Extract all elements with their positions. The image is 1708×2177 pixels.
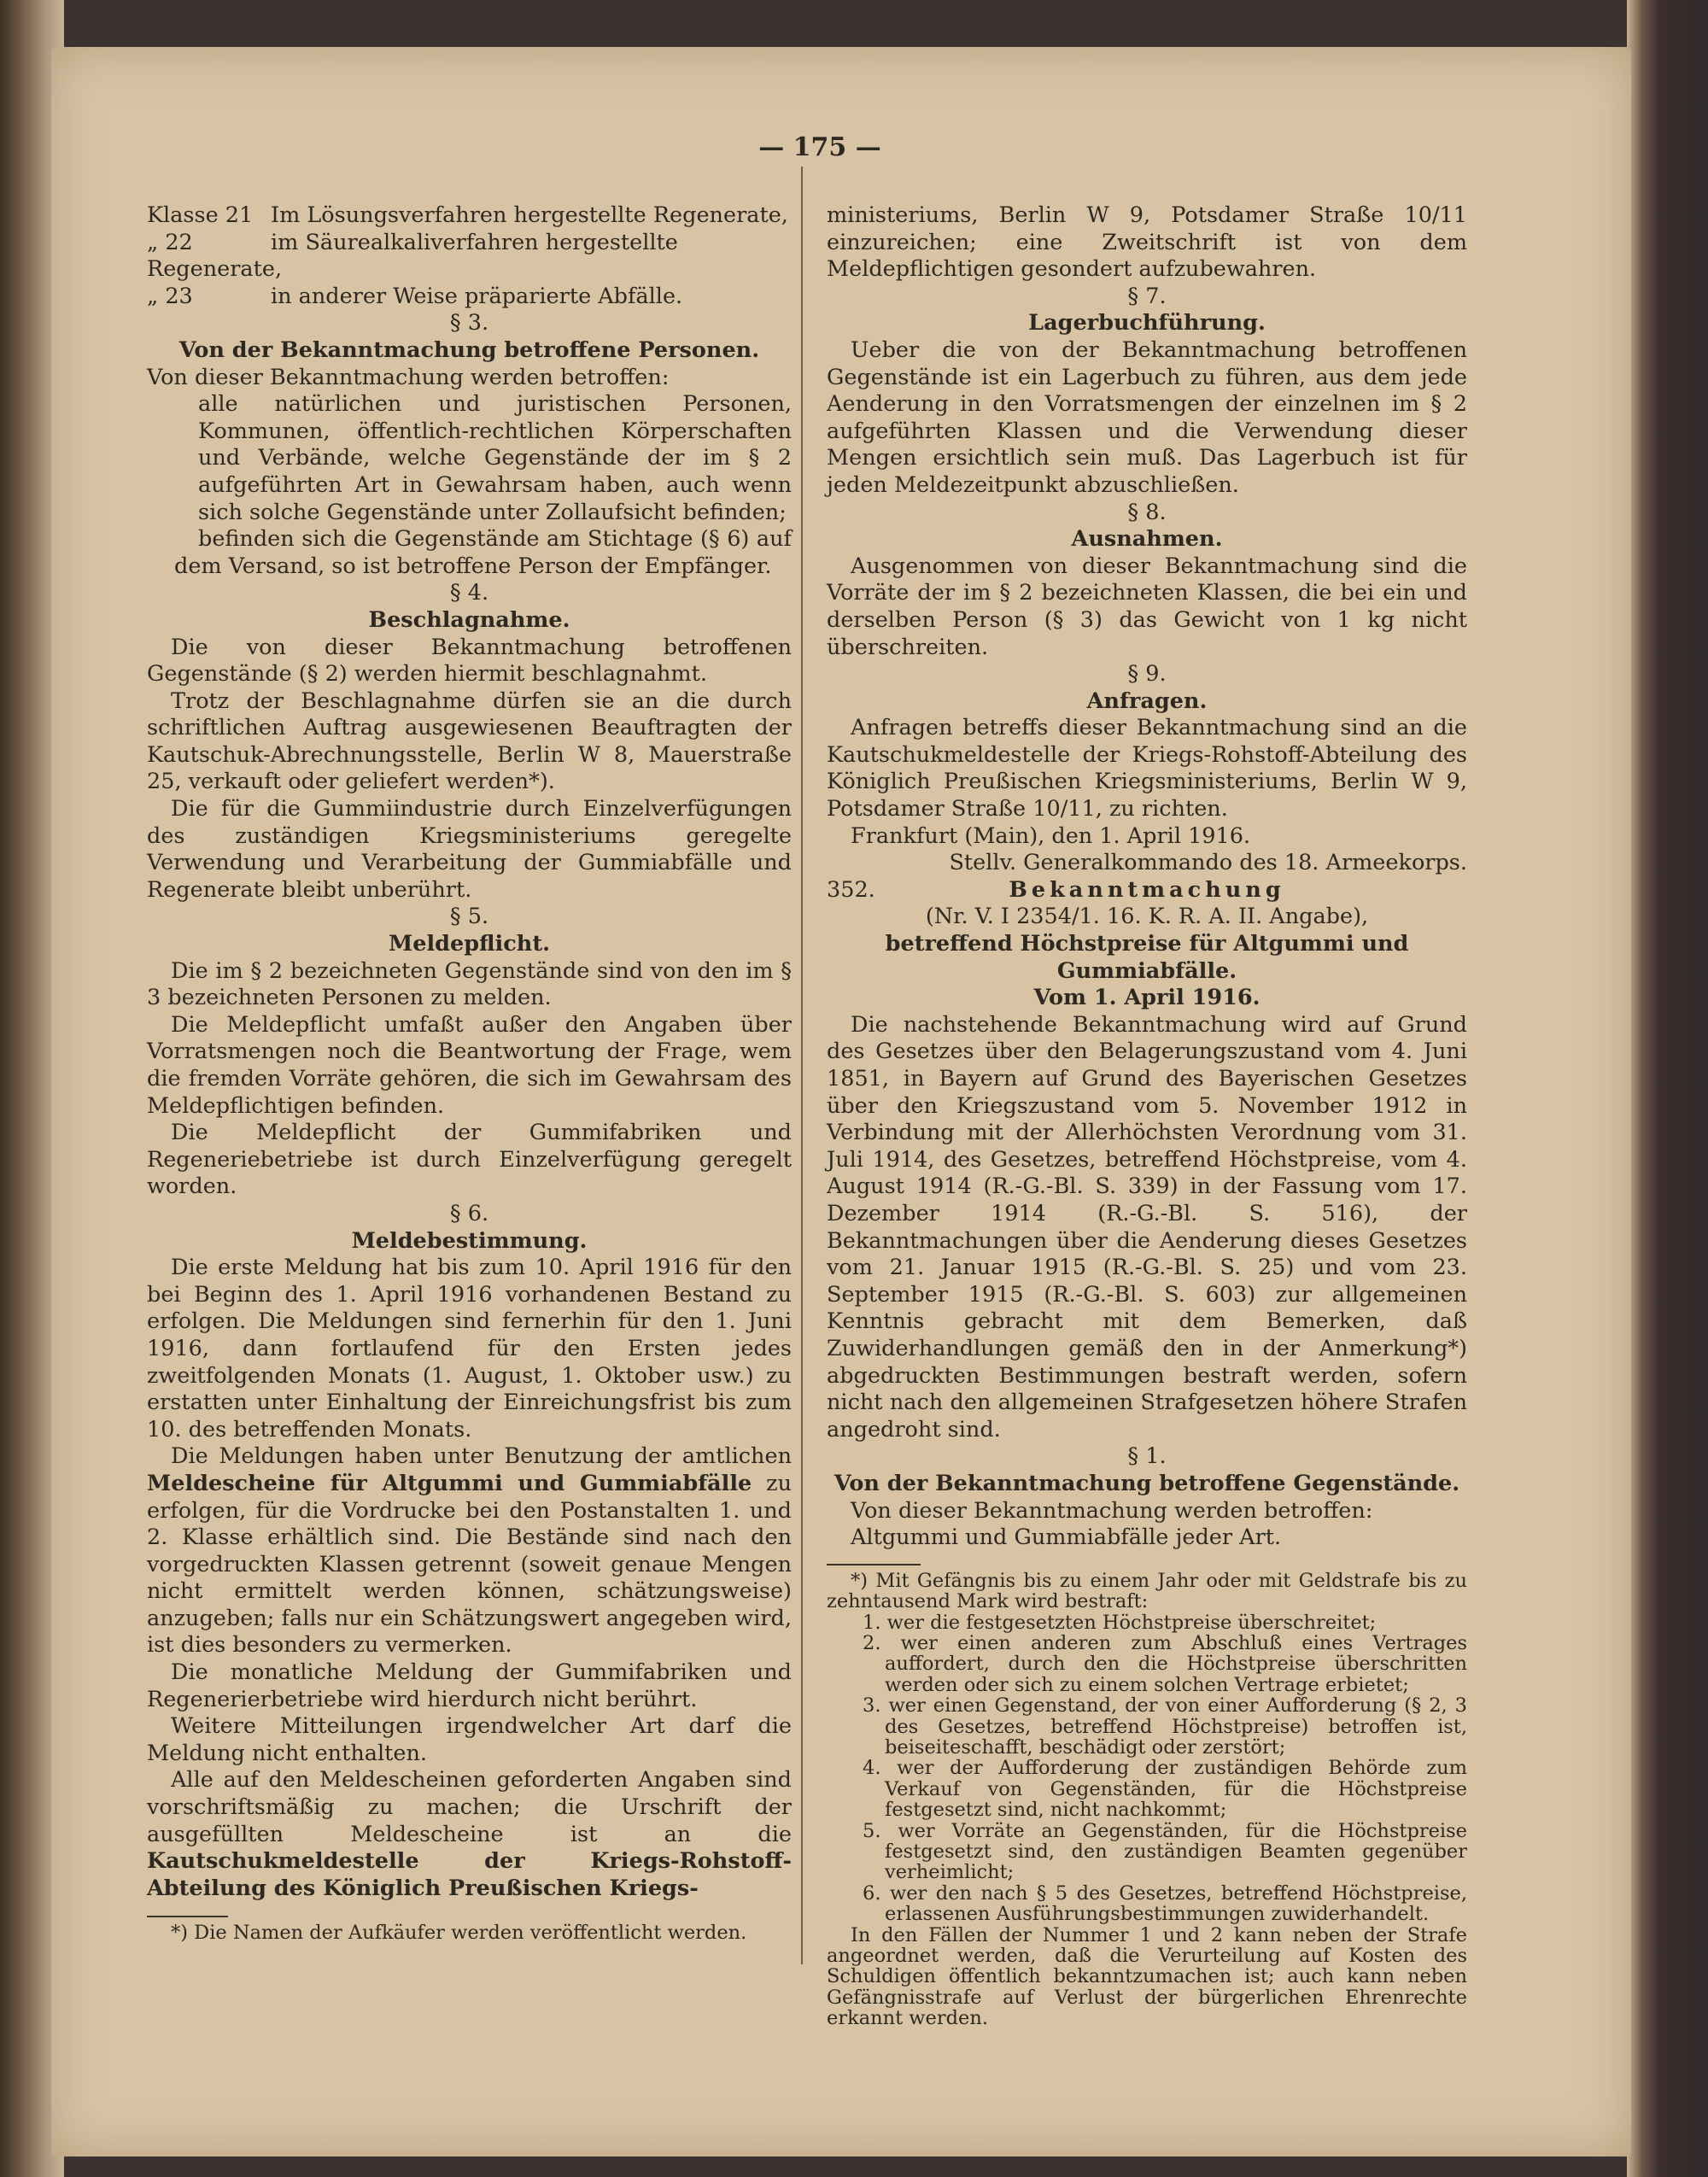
footnote-item: 4. wer der Aufforderung der zuständigen Behörde zum Verkauf von Gegenständen, für die Höchstpreise festgesetzt sind, nicht nachkommt;: [863, 1757, 1467, 1822]
text-run: zu erfolgen, für die Vordrucke bei den Postanstalten 1. und 2. Klasse erhältlich sind. Die Bestände sind nach den vorgedruckten Klassen getrennt (soweit genaue Mengen nicht ermittelt werden können, schätzungsweise) anzugeben; falls nur ein Schätzungswert angegeben wird, ist dies besonders zu vermerken.: [147, 1470, 792, 1659]
announcement-title: Bekanntmachung: [1009, 876, 1285, 903]
footnote: *) Die Namen der Aufkäufer werden veröffentlicht werden.: [171, 1922, 747, 1945]
footnote-rule: [827, 1564, 921, 1565]
footnote-item: 3. wer einen Gegenstand, der von einer Aufforderung (§ 2, 3 des Gesetzes, betreffend Höchstpreise) betroffen ist, beiseiteschafft, beschädigt oder zerstört;: [863, 1694, 1467, 1759]
paragraph: alle natürlichen und juristischen Personen, Kommunen, öffentlich-rechtlichen Körperschaften und Verbände, welche Gegenstände der im § 2 aufgeführten Art in Gewahrsam haben, auch wenn sich solche Gegenstände unter Zollaufsicht befinden;: [198, 391, 792, 525]
class-label: „ 22: [147, 229, 193, 255]
left-column: [147, 202, 792, 1944]
class-label: „ 23: [147, 283, 193, 309]
text-run: Alle auf den Meldescheinen geforderten Angaben sind vorschriftsmäßig zu machen; die Urschrift der ausgefüllten Meldescheine ist an die: [147, 1767, 792, 1847]
announcement-header: [827, 877, 1467, 904]
class-text: Im Lösungsverfahren hergestellte Regenerate,: [271, 202, 788, 228]
class-label: Klasse 21: [147, 202, 254, 228]
footnote-item: 6. wer den nach § 5 des Gesetzes, betreffend Höchstpreise, erlassenen Ausführungsbestimmungen zuwiderhandelt.: [863, 1881, 1467, 1926]
paragraph: Trotz der Beschlagnahme dürfen sie an die durch schriftlichen Auftrag ausgewiesenen Beauftragten der Kautschuk-Abrechnungsstelle, Berlin W 8, Mauerstraße 25, verkauft oder geliefert werden*).: [147, 688, 792, 795]
section-title: Meldebestimmung.: [351, 1227, 588, 1254]
footnote-item: 5. wer Vorräte an Gegenständen, für die Höchstpreise festgesetzt sind, den zuständigen Beamten gegenüber verheimlicht;: [863, 1819, 1467, 1884]
paragraph: Die monatliche Meldung der Gummifabriken und Regenerierbetriebe wird hierdurch nicht berührt.: [147, 1659, 792, 1712]
section-title: Meldepflicht.: [389, 931, 550, 957]
paragraph: Die im § 2 bezeichneten Gegenstände sind von den im § 3 bezeichneten Personen zu melden.: [147, 957, 792, 1011]
section-number: § 1.: [1127, 1443, 1167, 1470]
section-number: § 7.: [1127, 283, 1167, 309]
page-number: — 175 —: [758, 132, 881, 162]
place-date: Frankfurt (Main), den 1. April 1916.: [851, 822, 1251, 849]
class-row: [147, 230, 792, 284]
class-list: [147, 202, 792, 310]
paragraph: [147, 1767, 792, 1902]
paragraph: ministeriums, Berlin W 9, Potsdamer Straße 10/11 einzureichen; eine Zweitschrift ist von dem Meldepflichtigen gesondert aufzubewahren.: [827, 202, 1467, 283]
announcement-reference: (Nr. V. I 2354/1. 16. K. R. A. II. Angabe),: [925, 904, 1369, 930]
section-number: § 5.: [449, 904, 489, 930]
paragraph: Ausgenommen von dieser Bekanntmachung sind die Vorräte der im § 2 bezeichneten Klassen, die bei ein und derselben Person (§ 3) das Gewicht von 1 kg nicht überschreiten.: [827, 553, 1467, 660]
section-title: Beschlagnahme.: [368, 606, 570, 633]
section-title: Ausnahmen.: [1071, 526, 1223, 553]
paragraph: Weitere Mitteilungen irgendwelcher Art darf die Meldung nicht enthalten.: [147, 1713, 792, 1766]
class-text: in anderer Weise präparierte Abfälle.: [271, 283, 683, 309]
right-column: [827, 202, 1467, 2029]
section-number: § 4.: [449, 580, 489, 606]
paragraph: Von dieser Bekanntmachung werden betroffen:: [147, 364, 670, 390]
class-text: im Säurealkaliverfahren hergestellte Regenerate,: [147, 229, 678, 283]
announcement-number: 352.: [827, 876, 875, 903]
paragraph: Die nachstehende Bekanntmachung wird auf Grund des Gesetzes über den Belagerungszustand vom 4. Juni 1851, in Bayern auf Grund des Bayerischen Gesetzes über den Kriegszustand vom 5. November 1912 in Verbindung mit der Allerhöchsten Verordnung vom 31. Juli 1914, des Gesetzes, betreffend Höchstpreise, vom 4. August 1914 (R.-G.-Bl. S. 339) in der Fassung vom 17. Dezember 1914 (R.-G.-Bl. S. 516), der Bekanntmachungen über die Aenderung dieses Gesetzes vom 21. Januar 1915 (R.-G.-Bl. S. 25) und vom 23. September 1915 (R.-G.-Bl. S. 603) zur allgemeinen Kenntnis gebracht mit dem Bemerken, daß Zuwiderhandlungen gemäß den in der Anmerkung*) abgedruckten Bestimmungen bestraft werden, sofern nicht nach den allgemeinen Strafgesetzen höhere Strafen angedroht sind.: [827, 1011, 1467, 1443]
announcement-date: Vom 1. April 1916.: [1033, 985, 1261, 1011]
paragraph: Ueber die von der Bekanntmachung betroffenen Gegenstände ist ein Lagerbuch zu führen, aus dem jede Aenderung in den Vorratsmengen der einzelnen im § 2 aufgeführten Klassen und die Verwendung dieser Mengen ersichtlich sein muß. Das Lagerbuch ist für jeden Meldezeitpunkt abzuschließen.: [827, 336, 1467, 498]
footnote-rule: [147, 1916, 228, 1917]
section-title: Lagerbuchführung.: [1028, 310, 1266, 336]
paragraph: Die von dieser Bekanntmachung betroffenen Gegenstände (§ 2) werden hiermit beschlagnahmt.: [147, 634, 792, 688]
paragraph: Die für die Gummiindustrie durch Einzelverfügungen des zuständigen Kriegsministeriums geregelte Verwendung und Verarbeitung der Gummiabfälle und Regenerate bleibt unberührt.: [147, 796, 792, 903]
paragraph: Altgummi und Gummiabfälle jeder Art.: [851, 1524, 1282, 1551]
paragraph: Die erste Meldung hat bis zum 10. April 1916 für den bei Beginn des 1. April 1916 vorhandenen Bestand zu erfolgen. Die Meldungen sind fernerhin für den 1. Juni 1916, dann fortlaufend für den Ersten jedes zweitfolgenden Monats (1. August, 1. Oktober usw.) zu erstatten unter Einhaltung der Einreichungsfrist bis zum 10. des betreffenden Monats.: [147, 1255, 792, 1443]
paragraph: [147, 1443, 792, 1659]
book-cover-edge: [1627, 0, 1708, 2177]
section-number: § 8.: [1127, 499, 1167, 525]
section-number: § 3.: [449, 310, 489, 336]
column-divider: [801, 167, 803, 1964]
class-row: [147, 202, 792, 230]
section-title: Von der Bekanntmachung betroffene Gegenstände.: [834, 1470, 1460, 1496]
footnote-item: 1. wer die festgesetzten Höchstpreise überschreitet;: [863, 1611, 1377, 1634]
section-title: Von der Bekanntmachung betroffene Personen.: [178, 336, 760, 363]
paragraph: Die Meldepflicht umfaßt außer den Angaben über Vorratsmengen noch die Beantwortung der Frage, wem die fremden Vorräte gehören, die sich im Gewahrsam des Meldepflichtigen befinden.: [147, 1011, 792, 1119]
section-title: Anfragen.: [1086, 688, 1208, 714]
paragraph: Die Meldepflicht der Gummifabriken und Regeneriebetriebe ist durch Einzelverfügung geregelt worden.: [147, 1120, 792, 1200]
footnote-block: [827, 1571, 1467, 2029]
paragraph: Anfragen betreffs dieser Bekanntmachung sind an die Kautschukmeldestelle der Kriegs-Rohstoff-Abteilung des Königlich Preußischen Kriegsministeriums, Berlin W 9, Potsdamer Straße 10/11, zu richten.: [827, 715, 1467, 822]
class-row: [147, 284, 792, 311]
text-run: Die Meldungen haben unter Benutzung der amtlichen: [171, 1443, 792, 1470]
emphasis-text: Meldescheine für Altgummi und Gummiabfälle: [147, 1470, 752, 1496]
footnote-outro: In den Fällen der Nummer 1 und 2 kann neben der Strafe angeordnet werden, daß die Verurteilung auf Kosten des Schuldigen öffentlich bekanntzumachen ist; auch kann neben Gefängnisstrafe auf Verlust der bürgerlichen Ehrenrechte erkannt werden.: [827, 1923, 1467, 2030]
footnote-item: 2. wer einen anderen zum Abschluß eines Vertrages auffordert, durch den die Höchstpreise überschritten werden oder sich zu einem solchen Vertrage erbietet;: [863, 1631, 1467, 1696]
paragraph: befinden sich die Gegenstände am Stichtage (§ 6) auf dem Versand, so ist betroffene Person der Empfänger.: [174, 526, 792, 579]
emphasis-text: Kautschukmeldestelle der Kriegs-Rohstoff-Abteilung des Königlich Preußischen Kriegs-: [147, 1848, 792, 1901]
paragraph: Von dieser Bekanntmachung werden betroffen:: [851, 1497, 1373, 1524]
announcement-subject: betreffend Höchstpreise für Altgummi und Gummiabfälle.: [885, 931, 1409, 984]
section-number: § 6.: [449, 1200, 489, 1226]
signature: Stellv. Generalkommando des 18. Armeekorps.: [949, 850, 1467, 876]
footnote-intro: *) Mit Gefängnis bis zu einem Jahr oder mit Geldstrafe bis zu zehntausend Mark wird bestraft:: [827, 1569, 1467, 1613]
section-number: § 9.: [1127, 661, 1167, 688]
